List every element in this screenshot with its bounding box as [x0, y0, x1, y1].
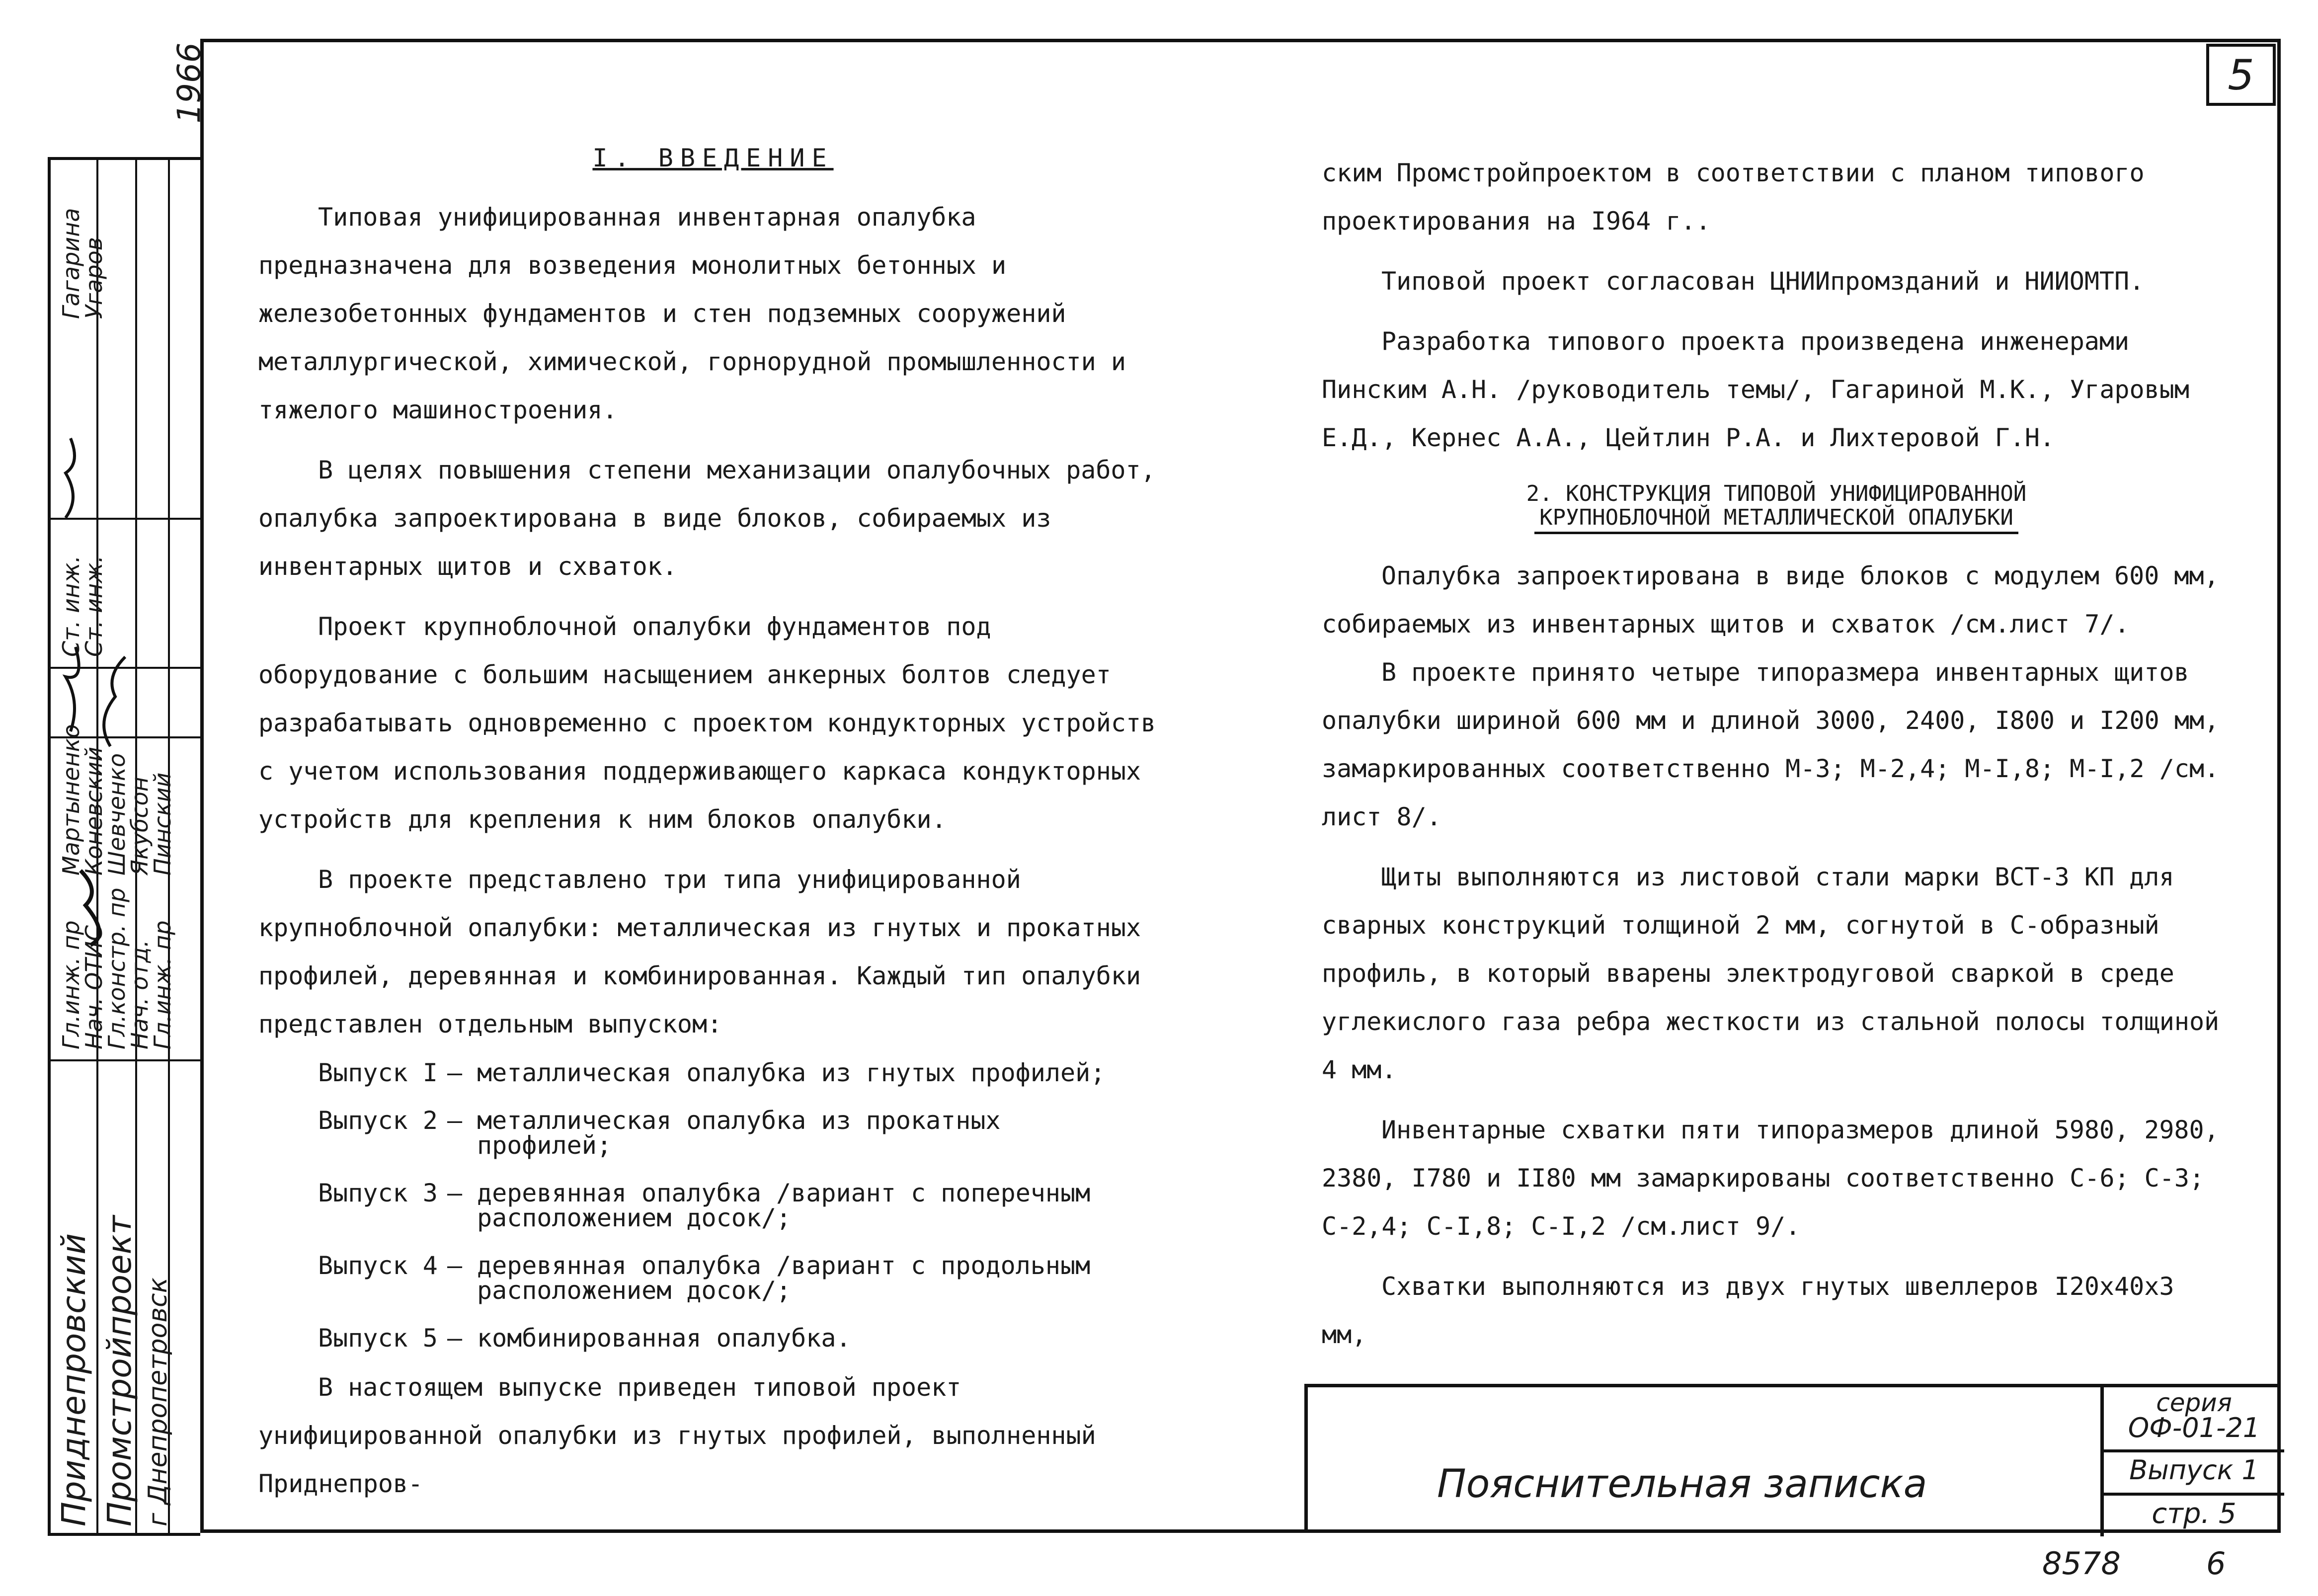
- right-text-column: [1322, 149, 2231, 1359]
- year-label: 1966: [171, 42, 208, 124]
- paragraph: Щиты выполняются из листовой стали марки ВСТ-3 КП для сварных конструкций толщиной 2 мм, согнутой в С-образный профиль, в который вварены электродуговой сваркой в среде углекислого газа ребра жесткости из стальной полосы толщиной 4 мм.: [1322, 863, 2220, 1084]
- issue-text: деревянная опалубка /вариант с поперечным расположением досок/;: [477, 1179, 1091, 1232]
- position-2: Нач. ОТИС: [80, 925, 107, 1049]
- paragraph: В настоящем выпуске приведен типовой проект унифицированной опалубки из гнутых профилей, выполненный Приднепров-: [258, 1373, 1096, 1498]
- paragraph: В проекте представлено три типа унифицированной крупноблочной опалубки: металлическая из гнутых и прокатных профилей, деревянная и комбинированная. Каждый тип опалубки представлен отдельным выпуском:: [258, 865, 1141, 1038]
- issue-dash: –: [447, 1324, 463, 1353]
- issue-dash: –: [447, 1106, 463, 1135]
- name-3: Шевченко: [103, 753, 130, 876]
- title-block-side: [2100, 1387, 2284, 1536]
- section-heading-introduction: I. ВВЕДЕНИЕ: [592, 144, 834, 172]
- heading-line-2: КРУПНОБЛОЧНОЙ МЕТАЛЛИЧЕСКОЙ ОПАЛУБКИ: [1534, 506, 2018, 534]
- stamp-page: стр. 5: [2152, 1498, 2237, 1530]
- paragraph: Инвентарные схватки пяти типоразмеров длиной 5980, 2980, 2380, I780 и II80 мм замаркированы соответственно С-6; С-3; С-2,4; С-I,8; С-I,2 /см.лист 9/.: [1322, 1116, 2219, 1241]
- position-4: Нач. отд.: [126, 940, 153, 1049]
- position-1: Гл.инж. пр: [58, 920, 84, 1049]
- issues-list: [318, 1060, 1168, 1373]
- heading-line-1: 2. КОНСТРУКЦИЯ ТИПОВОЙ УНИФИЦИРОВАННОЙ: [1526, 481, 2027, 506]
- issue-label: Выпуск 3: [318, 1179, 438, 1207]
- position-top-2: Ст. инж.: [80, 555, 107, 657]
- org-name-line1: Приднепровский: [55, 1233, 93, 1526]
- issue-dash: –: [447, 1251, 463, 1280]
- issue-dash: –: [447, 1058, 463, 1087]
- document-title: Пояснительная записка: [1437, 1462, 1927, 1507]
- left-signature-strip: [48, 157, 200, 1536]
- name-1: Мартыненко: [58, 724, 84, 876]
- title-block: [1304, 1384, 2281, 1533]
- sheet-number: 6: [2206, 1545, 2226, 1582]
- issue-dash: –: [447, 1179, 463, 1207]
- position-3: Гл.констр. пр: [103, 887, 130, 1049]
- series-value: ОФ-01-21: [2128, 1412, 2260, 1443]
- position-5: Гл.инж. пр: [149, 920, 176, 1049]
- name-top-2: Угаров: [80, 237, 107, 319]
- issue-label: Выпуск 2: [318, 1106, 438, 1135]
- issue-label: Выпуск 5: [318, 1324, 438, 1353]
- issue-text: металлическая опалубка из прокатных профилей;: [477, 1106, 1001, 1160]
- issue-number: Выпуск 1: [2129, 1454, 2259, 1486]
- position-top-1: Ст. инж.: [58, 555, 84, 657]
- paragraph: Типовой проект согласован ЦНИИпромзданий и НИИОМТП.: [1381, 267, 2145, 296]
- name-2: Коневский: [80, 746, 107, 876]
- org-name-line3: г Днепропетровск: [143, 1277, 173, 1526]
- name-5: Пинский: [149, 772, 176, 876]
- paragraph: В проекте принято четыре типоразмера инвентарных щитов опалубки шириной 600 мм и длиной 3000, 2400, I800 и I200 мм, замаркированных соответственно М-3; М-2,4; М-I,8; М-I,2 /см. лист 8/.: [1322, 658, 2220, 831]
- paragraph: Разработка типового проекта произведена инженерами Пинским А.Н. /руководитель темы/, Гагариной М.К., Угаровым Е.Д., Кернес А.А., Цейтлин Р.А. и Лихтеровой Г.Н.: [1322, 327, 2189, 452]
- paragraph: Опалубка запроектирована в виде блоков с модулем 600 мм, собираемых из инвентарных щитов и схваток /см.лист 7/.: [1322, 561, 2219, 638]
- paragraph: Типовая унифицированная инвентарная опалубка предназначена для возведения монолитных бетонных и железобетонных фундаментов и стен подземных сооружений металлургической, химической, горнорудной промышленности и тяжелого машиностроения.: [258, 203, 1126, 424]
- page-number-box: 5: [2206, 44, 2276, 106]
- name-4: Якубсон: [126, 777, 153, 876]
- issue-label: Выпуск I: [318, 1058, 438, 1087]
- paragraph: Проект крупноблочной опалубки фундаментов под оборудование с большим насыщением анкерных болтов следует разрабатывать одновременно с проектом кондукторных устройств с учетом использования поддерживающего каркаса кондукторных устройств для крепления к ним блоков опалубки.: [258, 612, 1156, 834]
- issue-label: Выпуск 4: [318, 1251, 438, 1280]
- paragraph: Схватки выполняются из двух гнутых швеллеров I20х40х3 мм,: [1322, 1272, 2174, 1349]
- name-top-1: Гагарина: [58, 208, 84, 319]
- left-text-column: [258, 134, 1168, 1508]
- section-heading-construction: [1322, 482, 2231, 534]
- paragraph: ским Промстройпроектом в соответствии с планом типового проектирования на I964 г..: [1322, 159, 2145, 236]
- signature-marks: [51, 160, 200, 1539]
- issue-text: деревянная опалубка /вариант с продольным расположением досок/;: [477, 1251, 1091, 1305]
- org-name-line2: Промстройпроект: [100, 1215, 139, 1526]
- issue-text: металлическая опалубка из гнутых профилей;: [477, 1058, 1106, 1087]
- issue-text: комбинированная опалубка.: [477, 1324, 851, 1353]
- inventory-number: 8578: [2042, 1545, 2121, 1582]
- series-label: серия: [2156, 1388, 2232, 1417]
- paragraph: В целях повышения степени механизации опалубочных работ, опалубка запроектирована в виде блоков, собираемых из инвентарных щитов и схваток.: [258, 456, 1156, 581]
